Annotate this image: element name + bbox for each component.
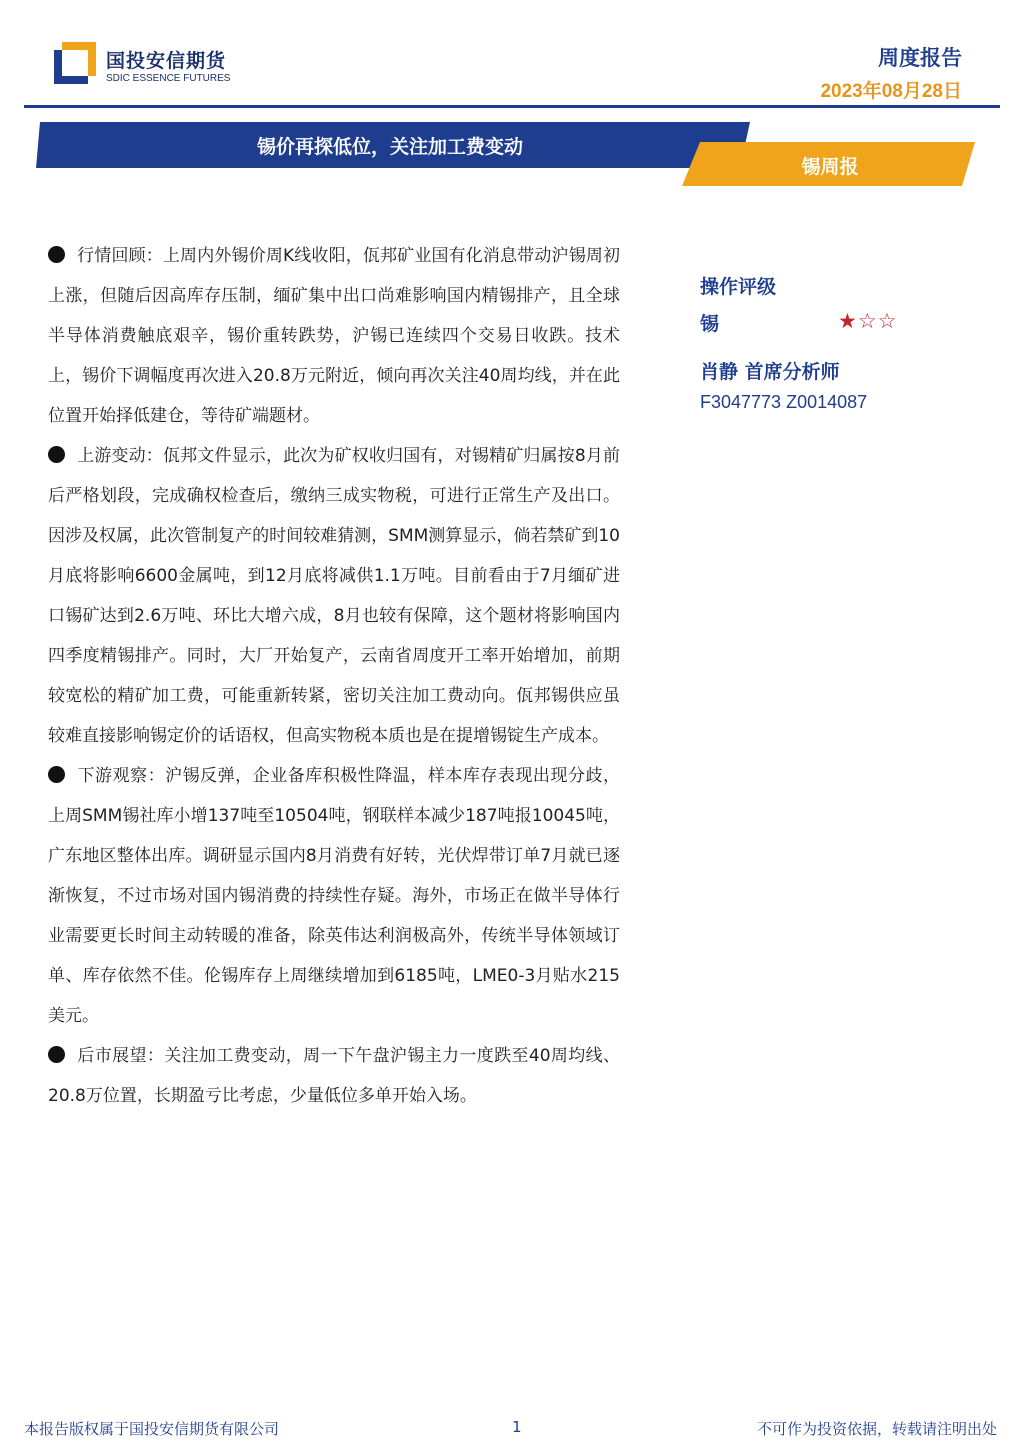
rating-row <box>700 309 960 337</box>
rating-commodity: 锡 <box>700 313 720 335</box>
paragraph-market-review <box>48 236 620 436</box>
sidebar <box>700 272 960 413</box>
paragraph-upstream <box>48 436 620 756</box>
paragraph-downstream <box>48 756 620 1036</box>
rating-title: 操作评级 <box>700 276 777 298</box>
logo-mark-icon <box>54 42 96 84</box>
report-date: 2023年08月28日 <box>820 81 962 102</box>
bullet-icon <box>48 766 65 783</box>
report-body <box>48 236 620 1116</box>
paragraph-text: 行情回顾：上周内外锡价周K线收阳，佤邦矿业国有化消息带动沪锡周初上涨，但随后因高库存压制，缅矿集中出口尚难影响国内精锡排产，且全球半导体消费触底艰辛，锡价重转跌势，沪锡已连续四个交易日收跌。技术上，锡价下调幅度再次进入20.8万元附近，倾向再次关注40周均线，并在此位置开始择低建仓，等待矿端题材。 <box>48 246 620 426</box>
logo-english-name: SDIC ESSENCE FUTURES <box>106 73 231 84</box>
paragraph-text: 上游变动：佤邦文件显示，此次为矿权收归国有，对锡精矿归属按8月前后严格划段，完成确权检查后，缴纳三成实物税，可进行正常生产及出口。因涉及权属，此次管制复产的时间较难猜测，SMM测算显示，倘若禁矿到10月底将影响6600金属吨，到12月底将减供1.1万吨。目前看由于7月缅矿进口锡矿达到2.6万吨、环比大增六成，8月也较有保障，这个题材将影响国内四季度精锡排产。同时，大厂开始复产，云南省周度开工率开始增加，前期较宽松的精矿加工费，可能重新转紧，密切关注加工费动向。佤邦锡供应虽较难直接影响锡定价的话语权，但高实物税本质也是在提增锡锭生产成本。 <box>48 446 620 746</box>
bullet-icon <box>48 246 65 263</box>
report-type: 周度报告 <box>878 46 962 70</box>
report-title: 锡价再探低位，关注加工费变动 <box>256 136 523 158</box>
bullet-icon <box>48 446 65 463</box>
analyst-license: F3047773 Z0014087 <box>700 392 868 412</box>
paragraph-text: 后市展望：关注加工费变动，周一下午盘沪锡主力一度跌至40周均线、20.8万位置，长期盈亏比考虑，少量低位多单开始入场。 <box>48 1046 620 1106</box>
header-divider <box>24 105 1000 108</box>
logo-chinese-name: 国投安信期货 <box>106 50 227 72</box>
star-rating-icon: ★☆☆ <box>838 309 898 333</box>
report-category: 锡周报 <box>801 156 859 178</box>
paragraph-text: 下游观察：沪锡反弹，企业备库积极性降温，样本库存表现出现分歧，上周SMM锡社库小增137吨至10504吨，钢联样本减少187吨报10045吨，广东地区整体出库。调研显示国内8月消费有好转，光伏焊带订单7月就已逐渐恢复，不过市场对国内锡消费的持续性存疑。海外，市场正在做半导体行业需要更长时间主动转暖的准备，除英伟达利润极高外，传统半导体领域订单、库存依然不佳。伦锡库存上周继续增加到6185吨，LME0-3月贴水215美元。 <box>48 766 620 1026</box>
paragraph-outlook <box>48 1036 620 1116</box>
analyst-name: 肖静 首席分析师 <box>700 361 840 383</box>
bullet-icon <box>48 1046 65 1063</box>
page-number: 1 <box>512 1418 522 1436</box>
company-logo <box>54 40 234 90</box>
footer-copyright: 本报告版权属于国投安信期货有限公司 <box>24 1420 280 1438</box>
footer-disclaimer: 不可作为投资依据，转载请注明出处 <box>756 1420 997 1438</box>
